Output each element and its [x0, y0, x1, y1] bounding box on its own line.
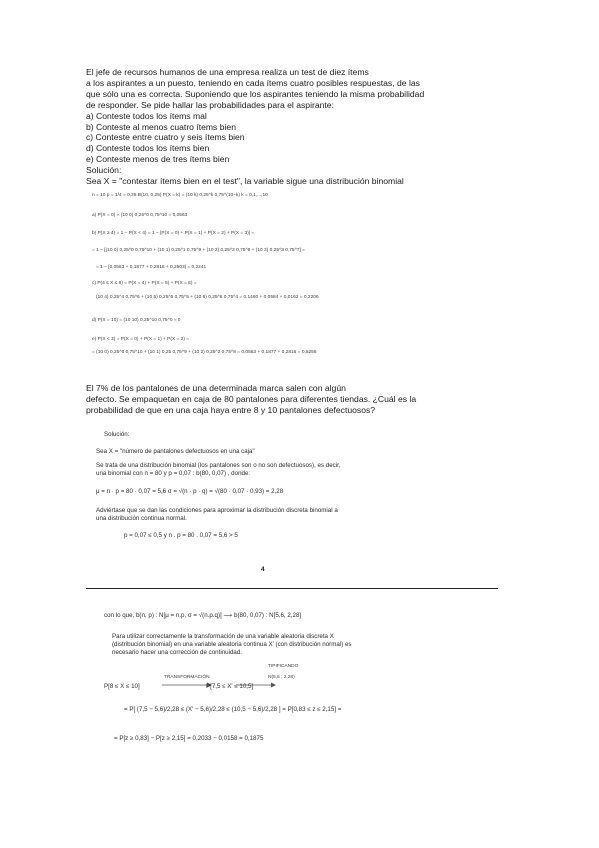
page-separator — [86, 588, 498, 589]
text-line: que sólo una es correcta. Suponiendo que los aspirantes teniendo la misma probabilidad — [86, 88, 425, 99]
text-line: defecto. Se empaquetan en caja de 80 pantalones para diferentes tiendas. ¿Cuál es la — [86, 393, 417, 404]
solution-c-line1: c) P(4 ≤ X ≤ 6) = P(X = 4) + P(X = 5) + P(X = 6) = — [92, 281, 197, 286]
text-line: a los aspirantes a un puesto, teniendo en cada ítems cuatro posibles respuestas, de las — [86, 77, 420, 88]
page-number: 4 — [261, 566, 265, 573]
step1-left: P[8 ≤ X ≤ 10] — [104, 683, 140, 690]
step2: = P[ (7,5 − 5,6)/2,28 ≤ (X' − 5,6)/2,28 ≤ (10,5 − 5,6)/2,28 ] = P[0,83 ≤ z ≤ 2,15] = — [124, 706, 342, 713]
binomial-line-1: Se trata de una distribución binomial (los pantalones son o no son defectuosos), es decir, — [96, 462, 341, 469]
text-line: e) Conteste menos de tres ítems bien — [86, 154, 230, 165]
text-line: a) Conteste todos los ítems mal — [86, 110, 207, 121]
text-line: c) Conteste entre cuatro y seis ítems bien — [86, 132, 245, 143]
con-lo-que: con lo que, b(n, p) : N[μ = n.p, σ = √(n.p.q)] ⟶ b(80, 0,07) : N[5,6, 2,28] — [104, 612, 302, 619]
tipificando-sub: N(5,6 ; 2,28) — [268, 675, 295, 680]
para-utilizar-line-1: Para utilizar correctamente la transformación de una variable aleatoria discreta X — [112, 633, 334, 640]
text-line: El jefe de recursos humanos de una empresa realiza un test de diez ítems — [86, 67, 369, 77]
step1-right: P[7,5 ≤ X' ≤ 10,5] — [206, 683, 254, 690]
solution-b-line1: b) P(X ≥ 4) = 1 − P(X < 4) = 1 − [P(X = 0) + P(X = 1) + P(X = 2) + P(X = 3)] = — [92, 231, 255, 236]
text-line: de responder. Se pide hallar las probabilidades para el aspirante: — [86, 99, 334, 110]
problem-2-statement — [86, 383, 416, 416]
tipificando-label: TIPIFICANDO — [268, 664, 299, 669]
transformacion-label: TRANSFORMACIÓN — [164, 675, 210, 680]
solution-label: Solución: — [104, 431, 130, 438]
adviertase-line-2: una distribución continua normal. — [96, 515, 187, 522]
para-utilizar-line-3: necesario hacer una corrección de continuidad. — [112, 649, 243, 656]
solution-e-line2: = (10 0) 0,25^0 0,75^10 + (10 1) 0,25 0,75^9 + (10 2) 0,25^2 0,75^8 = 0,0563 + 0,1877 + 0,2816 = 0,5256 — [92, 350, 317, 355]
binomial-line-2: una binomial con n = 80 y p = 0,07 : b(80, 0,07) , donde: — [96, 470, 251, 477]
text-line: Sea X = "contestar ítems bien en el test", la variable sigue una distribución binomial — [86, 176, 404, 187]
x-definition: Sea X = "número de pantalones defectuosos en una caja" — [96, 448, 255, 455]
transform-arrow-icon — [162, 682, 212, 688]
problem-1-statement — [86, 67, 424, 187]
text-line: El 7% de los pantalones de una determinada marca salen con algún — [86, 383, 346, 393]
solution-a: a) P(X = 0) = (10 0) 0,25^0 0,75^10 = 0,0563 — [92, 213, 188, 218]
step3: = P[z ≥ 0,83] − P[z ≥ 2,15] = 0,2033 − 0,0158 = 0,1875 — [114, 735, 264, 742]
solution-e-line1: e) P(X < 3) = P(X = 0) + P(X = 1) + P(X = 2) = — [92, 337, 190, 342]
text-line: b) Conteste al menos cuatro ítems bien — [86, 121, 236, 132]
solution-b-line3: = 1 − [0,0563 + 0,1877 + 0,2816 + 0,2503] = 0,2241 — [96, 265, 207, 270]
text-line: d) Conteste todos los ítems bien — [86, 143, 210, 154]
solution-intro: n = 10 p = 1/4 = 0,25 B(10, 0,25) P(X = k) = (10 k) 0,25^k 0,75^(10−k) k = 0,1,...,10 — [92, 193, 268, 198]
para-utilizar-line-2: (distribución binomial) en una variable aleatoria continua X' (con distribución normal) es — [112, 641, 352, 648]
conditions: p = 0,07 ≤ 0,5 y n . p = 80 . 0,07 = 5,6 > 5 — [124, 532, 238, 539]
text-line: Solución: — [86, 165, 122, 176]
mu-sigma: μ = n · p = 80 · 0,07 = 5,6 σ = √(n · p · q) = √(80 · 0,07 · 0,93) = 2,28 — [96, 488, 284, 495]
solution-c-line2: (10 4) 0,25^4 0,75^6 + (10 5) 0,25^5 0,75^5 + (10 6) 0,25^6 0,75^4 = 0,1460 + 0,0584 + 0,0162 = 0,2206 — [96, 295, 319, 300]
text-line: probabilidad de que en una caja haya entre 8 y 10 pantalones defectuosos? — [86, 404, 376, 415]
adviertase-line-1: Adviértase que se dan las condiciones para aproximar la distribución discreta binomial a — [96, 507, 338, 514]
solution-b-line2: = 1 − [(10 0) 0,25^0 0,75^10 + (10 1) 0,25^1 0,75^9 + (10 2) 0,25^2 0,75^8 + (10 3) 0,25^3 0,75^7] = — [92, 248, 305, 253]
solution-d: d) P(X = 10) = (10 10) 0,25^10 0,75^0 ≈ 0 — [92, 318, 181, 323]
